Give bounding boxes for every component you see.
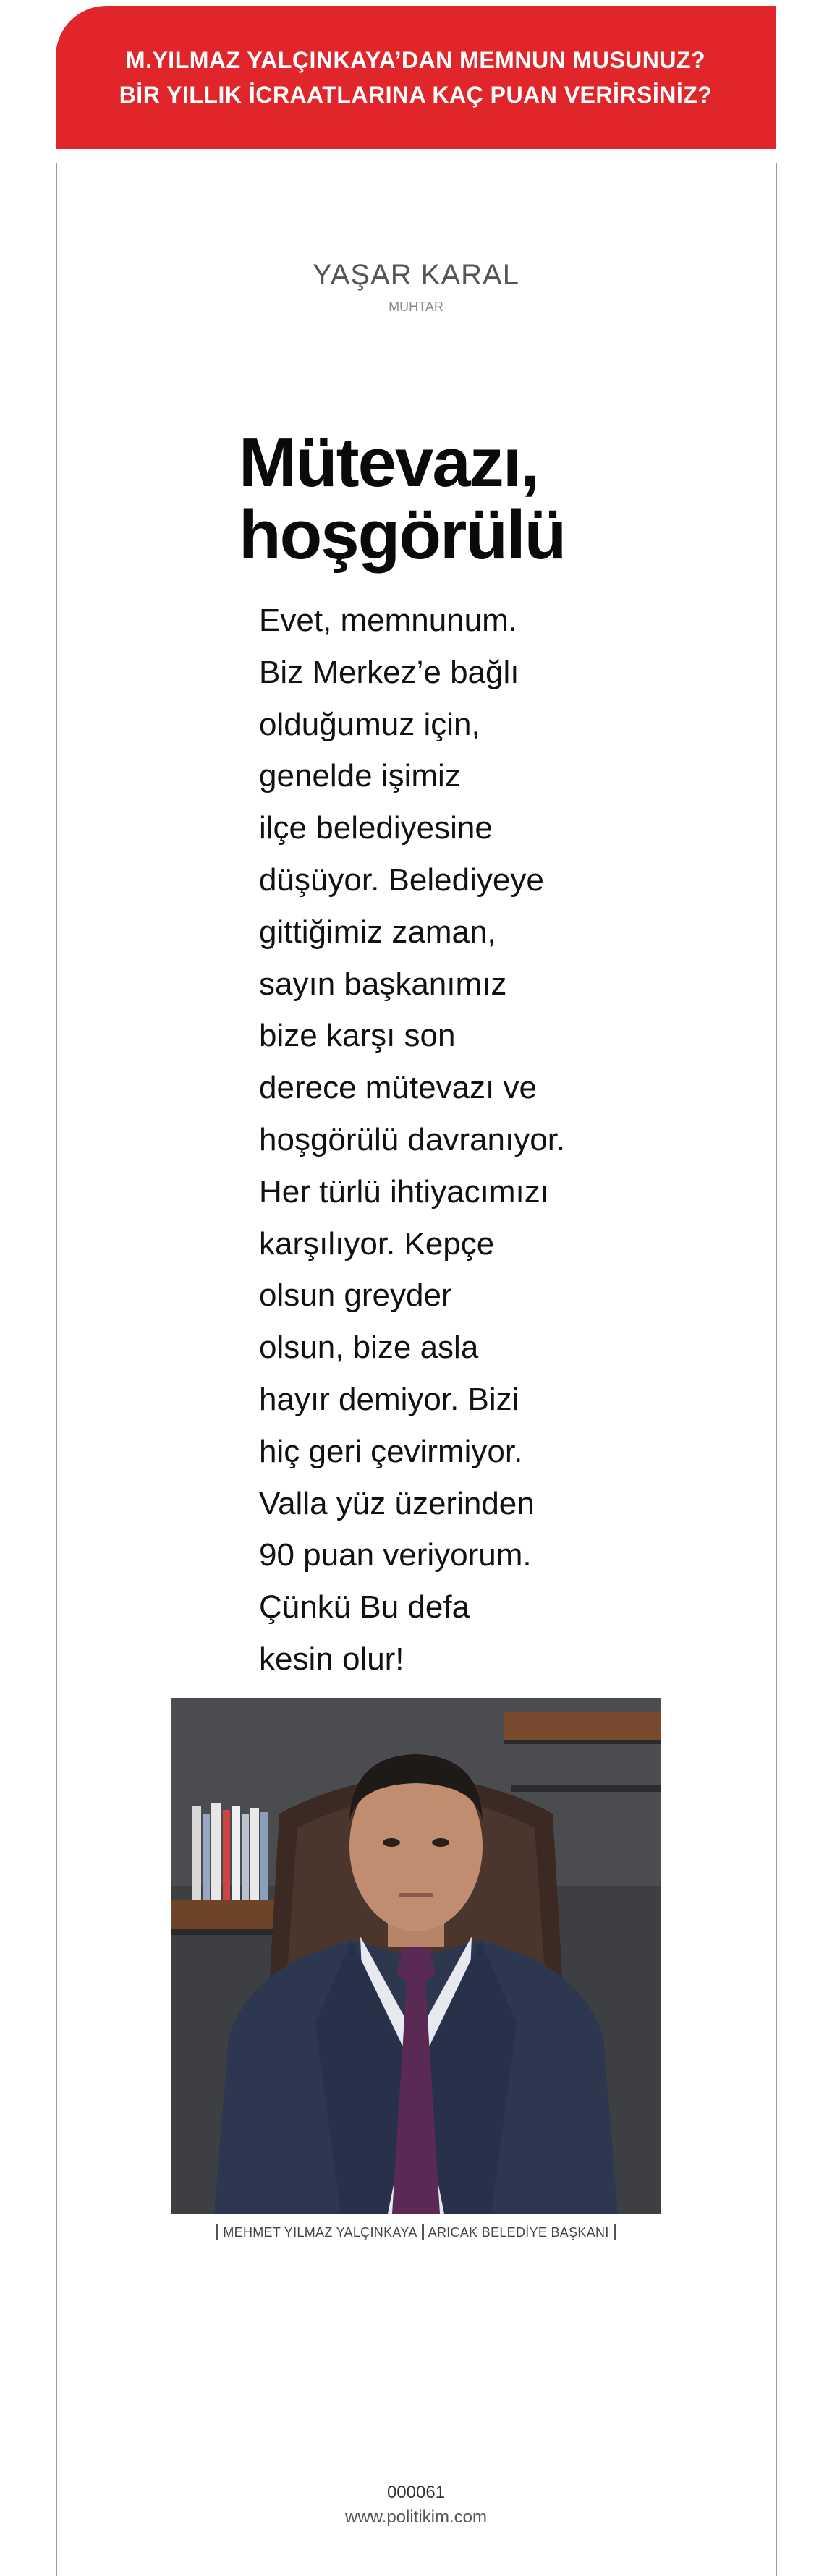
body-line: kesin olur!	[259, 1641, 404, 1677]
header-banner	[56, 6, 776, 149]
body-line: Çünkü Bu defa	[259, 1589, 470, 1625]
website-url: www.politikim.com	[344, 2507, 488, 2527]
header-question-line-2: BİR YILLIK İCRAATLARINA KAÇ PUAN VERİRSİNİZ?	[119, 82, 713, 108]
page-frame-left-border	[56, 163, 57, 2576]
body-line: 90 puan veriyorum.	[259, 1537, 532, 1573]
caption-divider	[216, 2224, 218, 2240]
body-line: karşılıyor. Kepçe	[259, 1225, 495, 1262]
photo-caption	[0, 2224, 832, 2240]
body-line: genelde işimiz	[259, 758, 461, 794]
caption-divider	[614, 2224, 616, 2240]
page-frame-right-border	[776, 163, 777, 2576]
body-line: olsun greyder	[259, 1278, 452, 1314]
article-headline	[239, 424, 615, 574]
body-line: Her türlü ihtiyacımızı	[259, 1173, 549, 1210]
body-line: derece mütevazı ve	[259, 1070, 537, 1106]
body-line: hiç geri çevirmiyor.	[259, 1433, 523, 1469]
body-line: bize karşı son	[259, 1018, 456, 1054]
interviewee-name: YAŞAR KARAL	[313, 259, 519, 291]
body-line: Valla yüz üzerinden	[259, 1485, 535, 1521]
body-line: gittiğimiz zaman,	[259, 914, 496, 950]
headline-line-1: Mütevazı,	[239, 424, 539, 501]
caption-person-name: MEHMET YILMAZ YALÇINKAYA	[223, 2224, 417, 2240]
body-line: Evet, memnunum.	[259, 603, 518, 638]
header-question-line-1: M.YILMAZ YALÇINKAYA’DAN MEMNUN MUSUNUZ?	[125, 47, 706, 73]
body-line: sayın başkanımız	[259, 966, 507, 1002]
portrait-illustration	[171, 1698, 661, 2214]
page-code: 000061	[386, 2483, 446, 2502]
body-line: ilçe belediyesine	[259, 810, 493, 846]
body-line: hayır demiyor. Bizi	[259, 1381, 519, 1417]
caption-divider	[422, 2224, 424, 2240]
body-line: olduğumuz için,	[259, 706, 480, 742]
interviewee-role: MUHTAR	[389, 299, 443, 314]
mayor-portrait-photo	[171, 1698, 661, 2214]
body-line: Biz Merkez’e bağlı	[259, 654, 519, 690]
headline-line-2: hoşgörülü	[239, 496, 566, 574]
body-line: düşüyor. Belediyeye	[259, 862, 544, 898]
article-body	[259, 595, 635, 1686]
caption-person-title: ARICAK BELEDİYE BAŞKANI	[428, 2224, 609, 2240]
body-line: olsun, bize asla	[259, 1330, 479, 1366]
body-line: hoşgörülü davranıyor.	[259, 1121, 566, 1157]
